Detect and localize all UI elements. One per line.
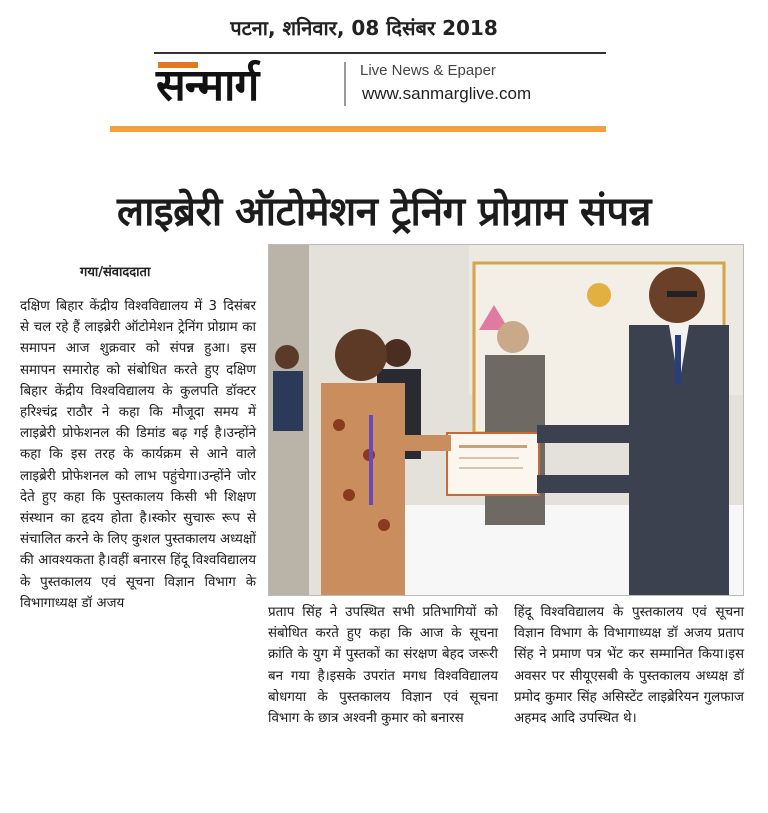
article-column-3: हिंदू विश्वविद्यालय के पुस्तकालय एवं सूचना विज्ञान विभाग के विभागाध्यक्ष डॉ अजय प्रताप सिंह ने प्रमाण पत्र भेंट कर सम्मानित किया।इस अवसर पर सीयूएसबी के पुस्तकालय अध्यक्ष डॉ प्रमोद कुमार सिंह असिस्टेंट लाइब्रेरियन गुलफाज अहमद आदि उपस्थित थे। (514, 605, 744, 727)
article-photo (268, 244, 744, 596)
article-column-2: प्रताप सिंह ने उपस्थित सभी प्रतिभागियों को संबोधित करते हुए कहा कि आज के सूचना क्रांति के युग में पुस्तकों का संरक्षण बेहद जरूरी बन गया है।इसके उपरांत मगध विश्वविद्यालय बोधगया के पुस्तकालय विज्ञान एवं सूचना विभाग के छात्र अश्वनी कुमार को बनारस (268, 605, 498, 727)
masthead-orange-bar (110, 126, 606, 132)
article-byline: गया/संवाददाता (80, 265, 151, 280)
tagline: Live News & Epaper (360, 62, 496, 79)
article-column-1: दक्षिण बिहार केंद्रीय विश्वविद्यालय में 3 दिसंबर से चल रहे हैं लाइब्रेरी ऑटोमेशन ट्रेनिंग प्रोग्राम का समापन आज शुक्रवार को संपन्न हुआ। इस समापन समारोह को संबोधित करते हुए दक्षिण बिहार केंद्रीय विश्वविद्यालय के कुलपति डॉक्टर हरिश्चंद्र राठौर ने कहा कि मौजूदा समय में लाइब्रेरी प्रोफेशनल की डिमांड बढ़ गई है।उन्होंने कहा कि इस तरह के कार्यक्रम से आने वाले लाइब्रेरी प्रोफेशनल को लाभ पहुंचेगा।उन्होंने जोर देते हुए कहा कि पुस्तकालय किसी भी शिक्षण संस्थान का हृदय होता है।स्कोर सुचारू रूप से संचालित करने के लिए कुशल पुस्तकालय अध्यक्षों की आवश्यकता है।वहीं बनारस हिंदू विश्वविद्यालय के पुस्तकालय एवं सूचना विज्ञान विभाग के विभागाध्यक्ष डॉ अजय (20, 299, 256, 611)
masthead (110, 0, 606, 134)
masthead-rule (154, 52, 606, 54)
website-url: www.sanmarglive.com (362, 84, 532, 103)
logo-separator (344, 62, 346, 106)
article-headline: लाइब्रेरी ऑटोमेशन ट्रेनिंग प्रोग्राम संपन्न (117, 189, 651, 235)
newspaper-logo: सन्मार्ग (156, 60, 259, 111)
photo-illustration (269, 245, 744, 596)
dateline: पटना, शनिवार, 08 दिसंबर 2018 (230, 16, 498, 40)
